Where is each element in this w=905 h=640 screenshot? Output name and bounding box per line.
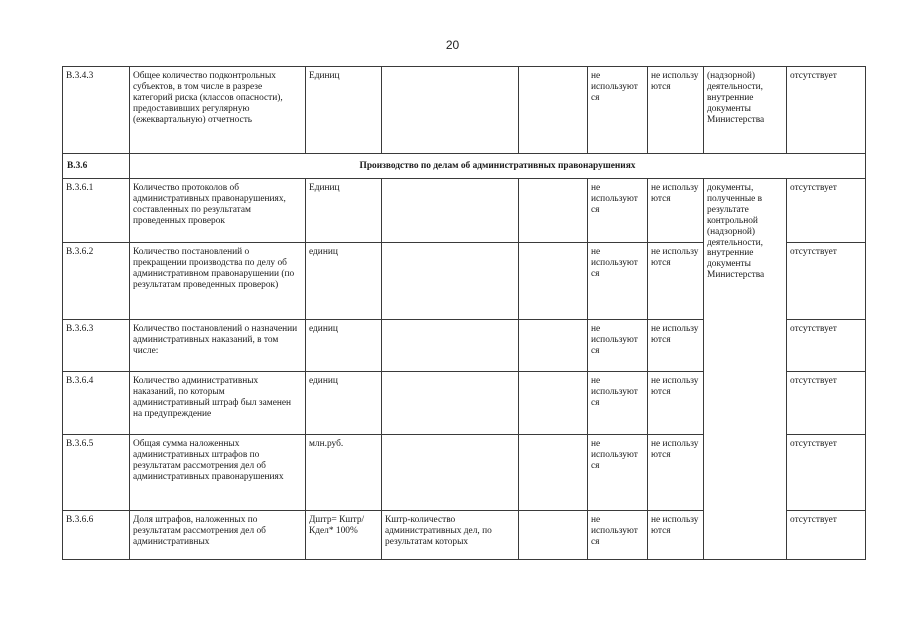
row-unit: Дштр= Кштр/Кдел* 100% — [306, 511, 382, 560]
row-usage-b: не использу ются — [648, 243, 704, 320]
section-code: В.3.6 — [63, 154, 130, 179]
row-source: (надзорной) деятельности, внутренние документы Министерства — [704, 67, 787, 154]
page-number: 20 — [445, 38, 460, 52]
row-variables — [519, 511, 588, 560]
row-code: В.3.6.5 — [63, 435, 130, 511]
row-unit: единиц — [306, 243, 382, 320]
row-description: Доля штрафов, наложенных по результатам рассмотрения дел об административных — [130, 511, 306, 560]
merged-source: документы, полученные в результате контрольной (надзорной) деятельности, внутренние документы Министерства — [704, 179, 787, 560]
row-usage-a: не используют ся — [588, 320, 648, 372]
row-usage-a: не используют ся — [588, 243, 648, 320]
row-unit: Единиц — [306, 67, 382, 154]
row-status: отсутствует — [787, 372, 866, 435]
row-status: отсутствует — [787, 435, 866, 511]
row-description: Общая сумма наложенных административных штрафов по результатам рассмотрения дел об административных правонарушениях — [130, 435, 306, 511]
row-description: Количество протоколов об административных правонарушениях, составленных по результатам проведенных проверок — [130, 179, 306, 243]
row-description: Общее количество подконтрольных субъектов, в том числе в разрезе категорий риска (классов опасности), предоставивших регулярную (ежеквартальную) отчетность — [130, 67, 306, 154]
row-formula — [382, 320, 519, 372]
row-formula — [382, 372, 519, 435]
row-formula — [382, 243, 519, 320]
table-row — [63, 67, 866, 154]
row-status: отсутствует — [787, 320, 866, 372]
row-usage-a: не используют ся — [588, 67, 648, 154]
row-variables — [519, 372, 588, 435]
row-unit: млн.руб. — [306, 435, 382, 511]
row-unit: единиц — [306, 372, 382, 435]
row-code: В.3.6.2 — [63, 243, 130, 320]
row-variables — [519, 179, 588, 243]
row-formula: Кштр-количество административных дел, по результатам которых — [382, 511, 519, 560]
row-variables — [519, 320, 588, 372]
row-status: отсутствует — [787, 243, 866, 320]
row-unit: единиц — [306, 320, 382, 372]
row-usage-b: не использу ются — [648, 511, 704, 560]
row-code: В.3.6.3 — [63, 320, 130, 372]
row-variables — [519, 435, 588, 511]
row-description: Количество постановлений о прекращении производства по делу об административном правонарушении (по результатам проведенных проверок) — [130, 243, 306, 320]
row-code: В.3.6.1 — [63, 179, 130, 243]
row-usage-b: не использу ются — [648, 435, 704, 511]
row-variables — [519, 67, 588, 154]
row-status: отсутствует — [787, 511, 866, 560]
row-usage-a: не используют ся — [588, 435, 648, 511]
row-code: В.3.6.4 — [63, 372, 130, 435]
row-usage-b: не использу ются — [648, 179, 704, 243]
row-unit: Единиц — [306, 179, 382, 243]
row-usage-b: не использу ются — [648, 372, 704, 435]
row-description: Количество административных наказаний, по которым административный штраф был заменен на предупреждение — [130, 372, 306, 435]
row-formula — [382, 67, 519, 154]
row-description: Количество постановлений о назначении административных наказаний, в том числе: — [130, 320, 306, 372]
row-usage-b: не использу ются — [648, 67, 704, 154]
row-usage-a: не используют ся — [588, 179, 648, 243]
indicators-table — [62, 66, 866, 560]
row-status: отсутствует — [787, 67, 866, 154]
row-formula — [382, 435, 519, 511]
section-title: Производство по делам об административных правонарушениях — [130, 154, 866, 179]
table-row — [63, 179, 866, 243]
section-row — [63, 154, 866, 179]
row-formula — [382, 179, 519, 243]
row-usage-a: не используют ся — [588, 511, 648, 560]
row-variables — [519, 243, 588, 320]
row-usage-a: не используют ся — [588, 372, 648, 435]
row-code: В.3.6.6 — [63, 511, 130, 560]
row-usage-b: не использу ются — [648, 320, 704, 372]
row-status: отсутствует — [787, 179, 866, 243]
row-code: В.3.4.3 — [63, 67, 130, 154]
